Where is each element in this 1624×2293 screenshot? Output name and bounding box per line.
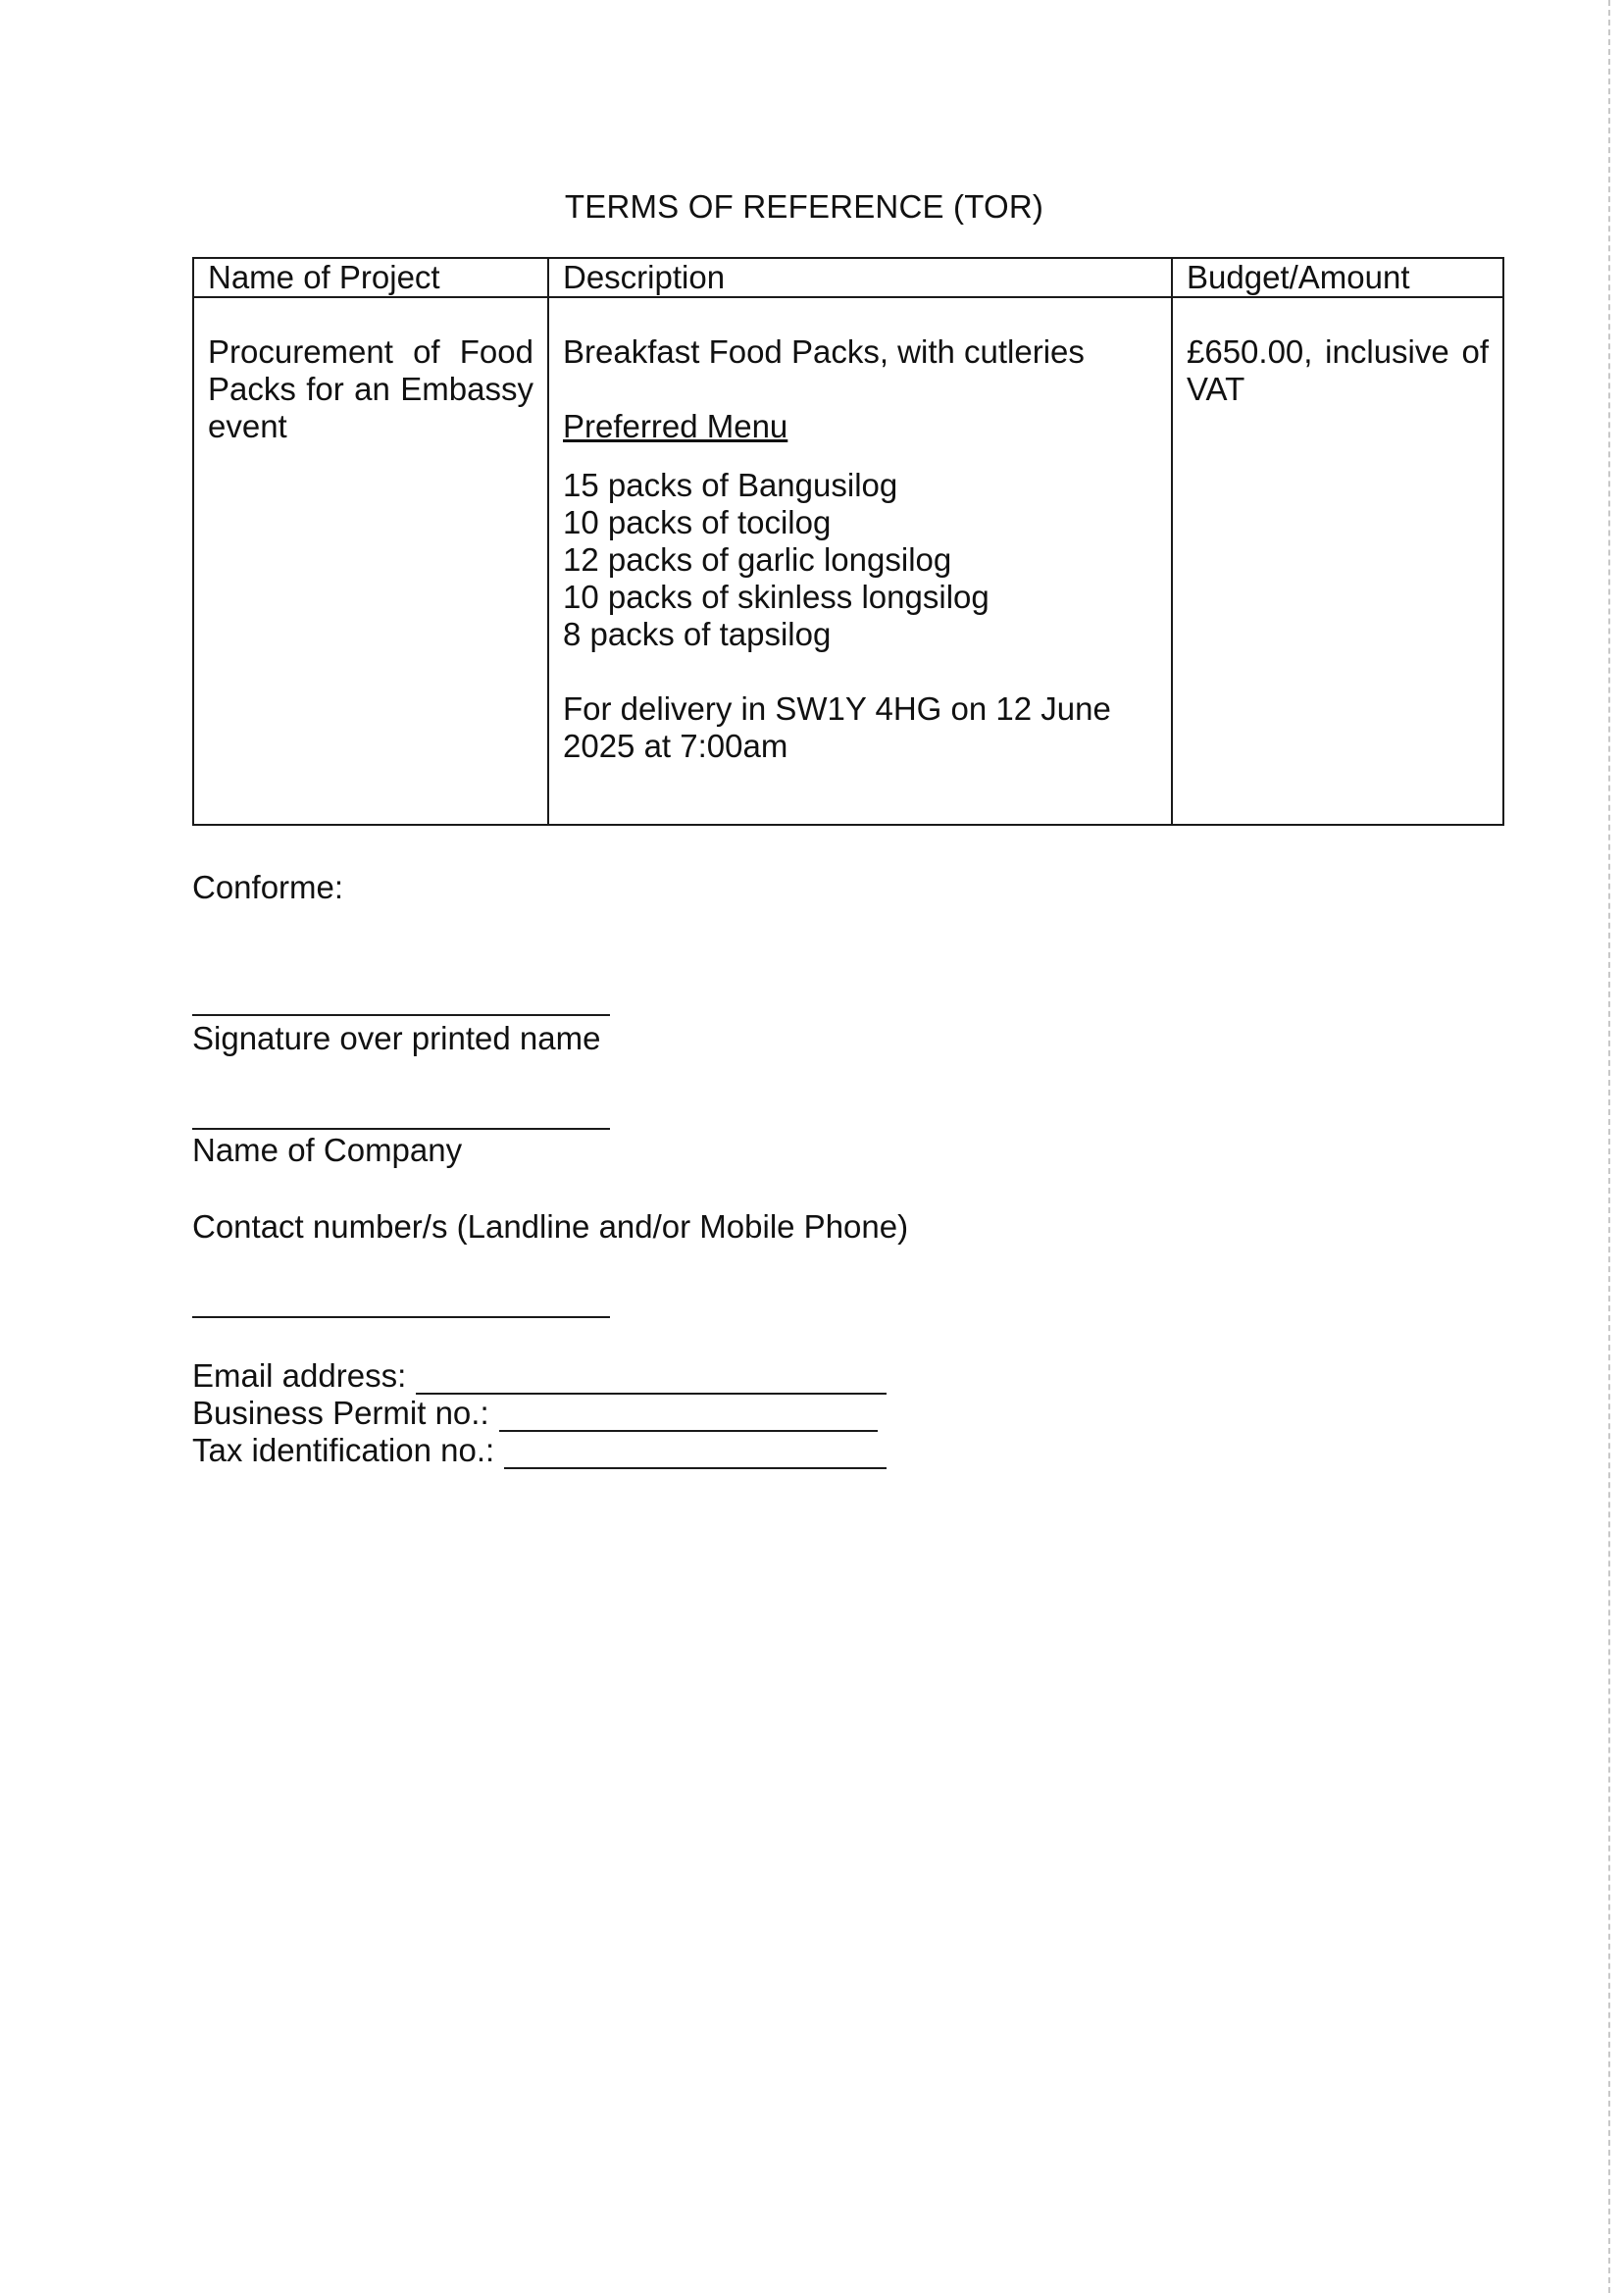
preferred-menu-heading: Preferred Menu <box>563 408 788 444</box>
business-permit-label: Business Permit no.: <box>192 1395 489 1431</box>
header-budget-amount: Budget/Amount <box>1172 258 1503 297</box>
table-row <box>193 297 1503 825</box>
table-header-row <box>193 258 1503 297</box>
list-item: 8 packs of tapsilog <box>563 616 832 652</box>
scan-page-edge <box>1608 0 1610 2293</box>
permit-fill-line <box>499 1397 878 1432</box>
list-item: 10 packs of tocilog <box>563 504 832 540</box>
contact-label: Contact number/s (Landline and/or Mobile Phone) <box>192 1208 909 1245</box>
tin-fill-line <box>504 1434 887 1469</box>
tor-table <box>192 257 1504 826</box>
permit-field-row <box>192 1395 878 1432</box>
project-name-text: Procurement of Food Packs for an Embassy event <box>208 333 533 444</box>
budget-cell <box>1172 297 1503 825</box>
list-item: 12 packs of garlic longsilog <box>563 541 952 578</box>
email-label: Email address: <box>192 1357 407 1394</box>
description-intro: Breakfast Food Packs, with cutleries <box>563 333 1085 370</box>
project-name-cell <box>193 297 548 825</box>
company-line <box>192 1128 610 1130</box>
signature-label: Signature over printed name <box>192 1020 601 1056</box>
list-item: 15 packs of Bangusilog <box>563 467 898 503</box>
delivery-details: For delivery in SW1Y 4HG on 12 June 2025 at 7:00am <box>563 690 1111 764</box>
conforme-label: Conforme: <box>192 869 344 905</box>
list-item: 10 packs of skinless longsilog <box>563 579 990 615</box>
tin-field-row <box>192 1432 887 1469</box>
contact-line <box>192 1316 610 1318</box>
email-field-row <box>192 1357 887 1395</box>
header-description: Description <box>548 258 1172 297</box>
header-name-of-project: Name of Project <box>193 258 548 297</box>
signature-line <box>192 1014 610 1016</box>
document-title: TERMS OF REFERENCE (TOR) <box>564 188 1044 225</box>
budget-amount: £650.00, inclusive of VAT <box>1187 333 1489 407</box>
menu-list <box>563 467 1157 653</box>
description-cell <box>548 297 1172 825</box>
tax-id-label: Tax identification no.: <box>192 1432 495 1468</box>
email-fill-line <box>416 1359 887 1395</box>
company-label: Name of Company <box>192 1132 463 1168</box>
